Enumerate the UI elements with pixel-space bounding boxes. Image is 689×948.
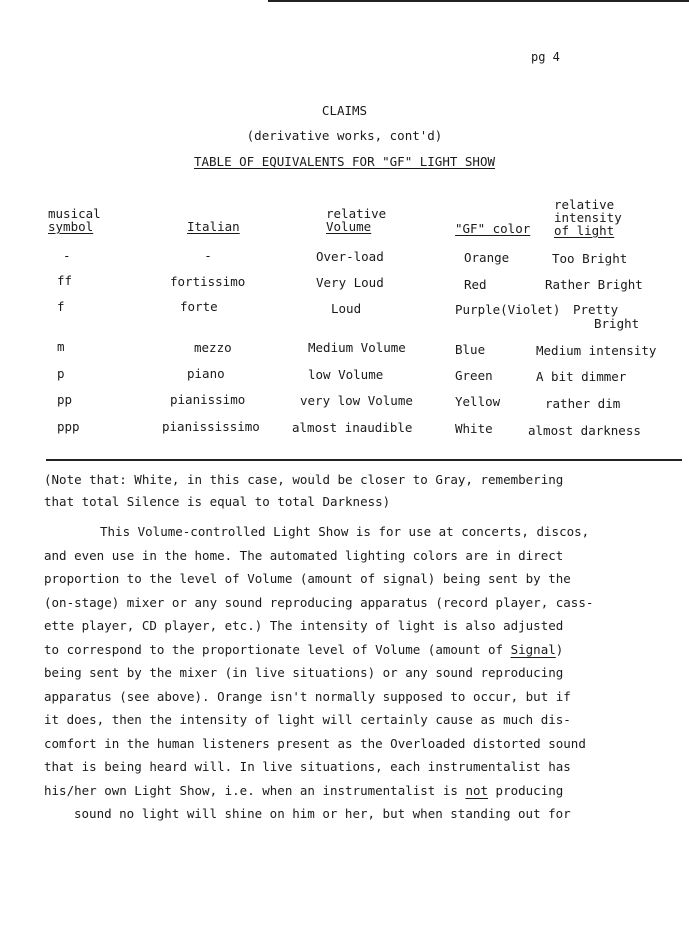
row-volume: low Volume [308,367,384,382]
header-intensity-line1: relative [554,197,615,212]
row-italian: pianissimo [170,392,246,407]
header-volume-line1: relative [326,206,387,221]
header-intensity-line2: intensity [554,210,622,225]
row-intensity: Rather Bright [545,277,643,292]
body-line: that is being heard will. In live situations, each instrumentalist has [44,759,571,774]
row-volume: Medium Volume [308,340,406,355]
section-subtitle: (derivative works, cont'd) [246,128,443,143]
row-symbol: pp [57,392,73,407]
body-line: apparatus (see above). Orange isn't normally supposed to occur, but if [44,688,571,704]
body-line-text: his/her own Light Show, i.e. when an instrumentalist is [44,782,466,798]
body-line [44,779,593,803]
row-intensity: Medium intensity [536,343,657,358]
body-line: comfort in the human listeners present as the Overloaded distorted sound [44,735,586,751]
body-paragraph [44,520,593,826]
row-intensity: Too Bright [552,251,628,266]
header-gf-color: "GF" color [455,221,531,236]
header-symbol-line2: symbol [48,219,94,234]
row-volume: Very Loud [316,275,384,290]
row-italian: piano [187,366,225,381]
row-italian: - [204,248,212,263]
body-line: proportion to the level of Volume (amount of signal) being sent by the [44,571,571,586]
row-symbol: ppp [57,419,80,434]
top-border-line [268,0,689,2]
row-italian: mezzo [194,340,232,355]
row-intensity-line2: Bright [594,316,640,331]
body-line-text: to correspond to the proportionate level of Volume (amount of [44,641,511,657]
header-musical-symbol [48,207,101,233]
row-color: White [455,421,493,436]
row-symbol: - [63,248,71,263]
body-line: ette player, CD player, etc.) The intensity of light is also adjusted [44,618,564,633]
header-relative-intensity [554,198,622,237]
row-italian: pianississimo [162,419,260,434]
note-line: that total Silence is equal to total Darkness) [44,494,391,509]
page-number: pg 4 [531,50,560,64]
row-volume: almost inaudible [292,420,413,435]
row-color: Purple(Violet) [455,302,561,317]
row-volume: Loud [331,301,362,316]
not-underlined-word: not [465,782,489,798]
body-line-tail: ) [555,641,564,657]
header-symbol-line1: musical [48,206,101,221]
row-intensity: almost darkness [528,423,641,438]
row-color: Orange [464,250,510,265]
body-line: sound no light will shine on him or her, but when standing out for [74,806,571,821]
row-symbol: p [57,366,65,381]
header-volume-line2: Volume [326,219,372,234]
row-volume: very low Volume [300,393,413,408]
row-intensity: A bit dimmer [536,369,627,384]
row-color: Yellow [455,394,501,409]
header-italian: Italian [187,219,240,234]
row-color: Red [464,277,487,292]
row-volume: Over-load [316,249,384,264]
body-line: and even use in the home. The automated lighting colors are in direct [44,547,564,563]
header-intensity-line3: of light [554,223,615,238]
note-line: (Note that: White, in this case, would be closer to Gray, remembering [44,472,564,487]
body-line [44,638,593,662]
row-symbol: ff [57,273,73,288]
table-title: TABLE OF EQUIVALENTS FOR "GF" LIGHT SHOW [193,154,496,169]
table-bottom-rule [46,459,682,461]
body-line-tail: producing [488,782,564,798]
row-color: Green [455,368,493,383]
row-intensity: Pretty [573,302,619,317]
signal-underlined-word: Signal [510,641,556,657]
body-line: being sent by the mixer (in live situations) or any sound reproducing [44,665,564,680]
row-symbol: m [57,339,65,354]
section-title: CLAIMS [321,103,368,118]
row-italian: fortissimo [170,274,246,289]
row-italian: forte [180,299,218,314]
body-line: (on-stage) mixer or any sound reproducing apparatus (record player, cass- [44,594,594,610]
body-line: This Volume-controlled Light Show is for use at concerts, discos, [100,524,590,539]
header-relative-volume [326,207,386,233]
row-color: Blue [455,342,486,357]
note-paragraph [44,469,563,513]
row-symbol: f [57,299,65,314]
row-intensity: rather dim [545,396,621,411]
body-line: it does, then the intensity of light will certainly cause as much dis- [44,712,571,727]
